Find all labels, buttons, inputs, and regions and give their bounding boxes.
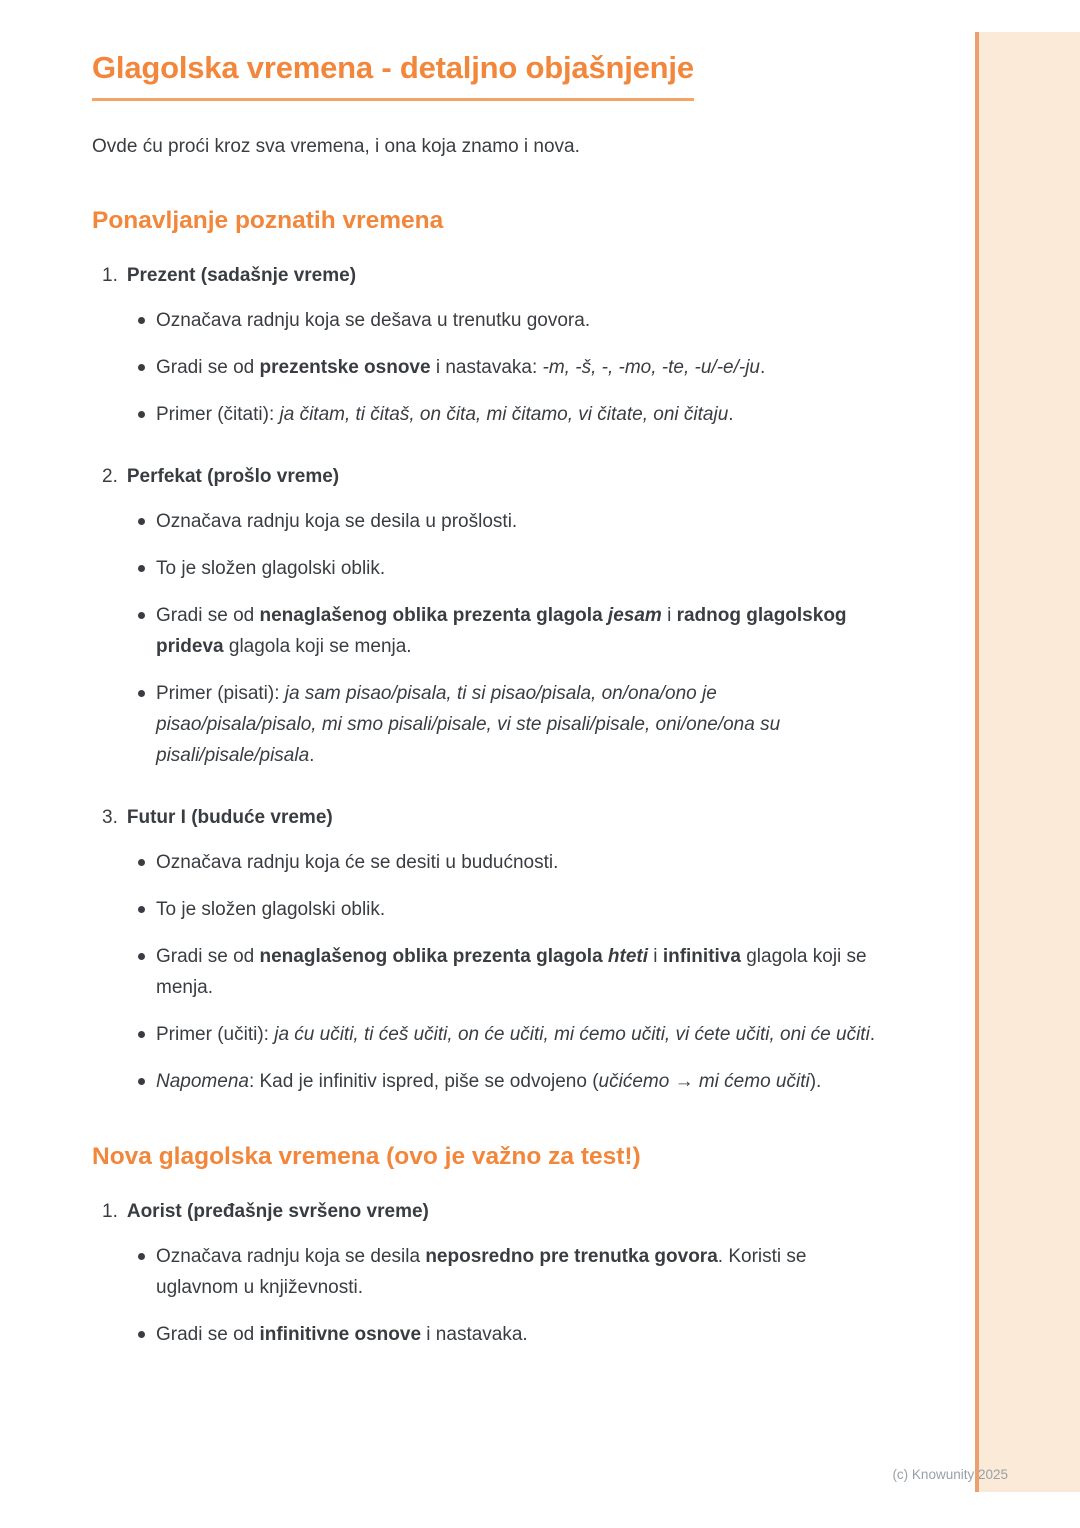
copyright-footer: (c) Knowunity 2025 <box>892 1467 1008 1482</box>
bullet-text <box>156 683 780 766</box>
text-segment: hteti <box>607 946 649 967</box>
item-title: Aorist (pređašnje svršeno vreme) <box>126 1201 429 1222</box>
bullet-marker <box>138 565 145 572</box>
text-segment: Gradi se od <box>156 605 260 626</box>
bullet-marker <box>138 612 145 619</box>
bullet-marker <box>138 953 145 960</box>
bullet-text <box>156 1246 806 1298</box>
text-segment: . <box>309 745 315 766</box>
numbered-item <box>92 263 878 430</box>
section-heading: Nova glagolska vremena (ovo je važno za test!) <box>92 1143 641 1170</box>
text-segment: Primer (čitati): <box>156 404 280 425</box>
bullet-item <box>92 399 878 430</box>
bullet-text <box>156 852 558 873</box>
right-margin-stripe <box>975 32 1080 1492</box>
bullet-marker <box>138 317 145 324</box>
bullet-item <box>92 1066 878 1097</box>
bullet-item <box>92 1241 878 1303</box>
text-segment: Označava radnju koja se desila u prošlosti. <box>156 511 518 532</box>
text-segment: i <box>648 946 663 967</box>
text-segment: Primer (pisati): <box>156 683 285 704</box>
text-segment: neposredno pre trenutka govora <box>425 1246 718 1267</box>
sections-container <box>92 207 878 1350</box>
text-segment: infinitivne osnove <box>259 1324 422 1345</box>
bullet-marker <box>138 859 145 866</box>
text-segment: . <box>869 1024 876 1045</box>
section-heading: Ponavljanje poznatih vremena <box>92 207 444 234</box>
text-segment: ja čitam, ti čitaš, on čita, mi čitamo, vi čitate, oni čitaju <box>279 404 729 425</box>
text-segment: Primer (učiti): <box>156 1024 275 1045</box>
numbered-item <box>92 464 878 771</box>
text-segment: Gradi se od <box>156 357 260 378</box>
text-segment: Gradi se od <box>156 946 260 967</box>
bullet-list <box>92 305 878 430</box>
bullet-item <box>92 1319 878 1350</box>
item-title: Futur I (buduće vreme) <box>126 807 333 828</box>
text-segment: glagola koji se menja. <box>156 946 867 998</box>
bullet-item <box>92 894 878 925</box>
bullet-item <box>92 305 878 336</box>
text-segment: To je složen glagolski oblik. <box>156 899 386 920</box>
intro-paragraph: Ovde ću proći kroz sva vremena, i ona koja znamo i nova. <box>92 136 580 157</box>
bullet-text <box>156 899 385 920</box>
item-number: 1. <box>102 265 118 286</box>
bullet-marker <box>138 1078 145 1085</box>
bullet-item <box>92 506 878 537</box>
bullet-item <box>92 678 878 771</box>
bullet-text <box>156 558 385 579</box>
text-segment: . Koristi se uglavnom u književnosti. <box>156 1246 807 1298</box>
bullet-list <box>92 506 878 771</box>
bullet-item <box>92 941 878 1003</box>
text-segment: Označava radnju koja se dešava u trenutku govora. <box>156 310 591 331</box>
numbered-item <box>92 1199 878 1350</box>
bullet-marker <box>138 1253 145 1260</box>
text-segment: učićemo → mi ćemo učiti <box>598 1071 810 1092</box>
bullet-text <box>156 511 517 532</box>
text-segment: jesam <box>607 605 662 626</box>
text-segment: To je složen glagolski oblik. <box>156 558 386 579</box>
text-segment: ja sam pisao/pisala, ti si pisao/pisala, on/ona/ono je pisao/pisala/pisalo, mi smo pisali/pisale, vi ste pisali/pisale, oni/one/ona su pisali/pisale/pisala <box>156 683 781 766</box>
text-segment: Označava radnju koja će se desiti u budućnosti. <box>156 852 559 873</box>
bullet-marker <box>138 906 145 913</box>
item-number: 1. <box>102 1201 118 1222</box>
text-segment: infinitiva <box>662 946 741 967</box>
text-segment: Napomena <box>156 1071 249 1092</box>
item-header <box>92 464 878 490</box>
item-header <box>92 263 878 289</box>
bullet-text <box>156 404 734 425</box>
bullet-item <box>92 553 878 584</box>
text-segment: nenaglašenog oblika prezenta glagola <box>259 946 608 967</box>
text-segment: : Kad je infinitiv ispred, piše se odvojeno ( <box>248 1071 599 1092</box>
text-segment: glagola koji se menja. <box>223 636 412 657</box>
bullet-text <box>156 357 765 378</box>
bullet-item <box>92 1019 878 1050</box>
bullet-text <box>156 1024 875 1045</box>
text-segment: -m, -š, -, -mo, -te, -u/-e/-ju <box>542 357 760 378</box>
text-segment: Označava radnju koja se desila <box>156 1246 426 1267</box>
bullet-text <box>156 310 590 331</box>
bullet-list <box>92 847 878 1097</box>
text-segment: ). <box>809 1071 822 1092</box>
text-segment: i nastavaka: <box>430 357 543 378</box>
item-title: Prezent (sadašnje vreme) <box>126 265 357 286</box>
text-segment: nenaglašenog oblika prezenta glagola <box>259 605 608 626</box>
text-segment: i <box>661 605 677 626</box>
bullet-marker <box>138 518 145 525</box>
bullet-marker <box>138 364 145 371</box>
bullet-text <box>156 605 847 657</box>
bullet-item <box>92 600 878 662</box>
item-header <box>92 805 878 831</box>
text-segment: prezentske osnove <box>259 357 431 378</box>
bullet-text <box>156 946 867 998</box>
item-number: 3. <box>102 807 118 828</box>
bullet-item <box>92 847 878 878</box>
bullet-marker <box>138 1331 145 1338</box>
text-segment: radnog glagolskog prideva <box>156 605 847 657</box>
bullet-marker <box>138 1031 145 1038</box>
text-segment: i nastavaka. <box>421 1324 528 1345</box>
bullet-item <box>92 352 878 383</box>
text-segment: . <box>728 404 734 425</box>
item-header <box>92 1199 878 1225</box>
item-number: 2. <box>102 466 118 487</box>
text-segment: ja ću učiti, ti ćeš učiti, on će učiti, mi ćemo učiti, vi ćete učiti, oni će učiti <box>274 1024 870 1045</box>
text-segment: Gradi se od <box>156 1324 260 1345</box>
page-title: Glagolska vremena - detaljno objašnjenje <box>92 50 694 101</box>
document-content <box>92 50 878 1384</box>
bullet-text <box>156 1071 821 1092</box>
numbered-item <box>92 805 878 1097</box>
bullet-text <box>156 1324 528 1345</box>
item-title: Perfekat (prošlo vreme) <box>126 466 340 487</box>
bullet-list <box>92 1241 878 1350</box>
bullet-marker <box>138 690 145 697</box>
text-segment: . <box>759 357 766 378</box>
bullet-marker <box>138 411 145 418</box>
